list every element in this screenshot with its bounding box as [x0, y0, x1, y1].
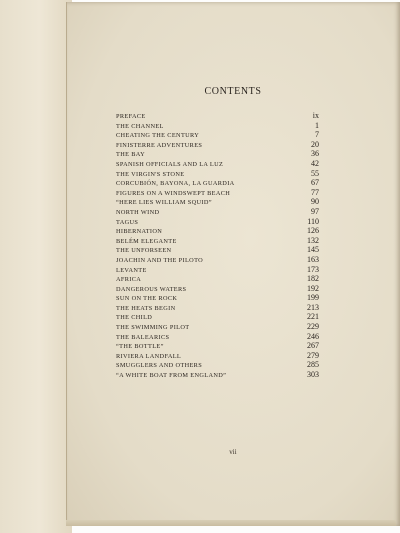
book-cover-edge: [0, 0, 72, 533]
toc-entry-page: 246: [307, 331, 319, 341]
contents-heading: CONTENTS: [204, 86, 262, 97]
toc-entry: [116, 140, 319, 150]
toc-entry-page: 77: [311, 187, 319, 197]
toc-entry-title: THE BALEARICS: [116, 333, 170, 341]
toc-entry-title: NORTH WIND: [116, 208, 160, 216]
toc-entry: [116, 341, 319, 351]
toc-entry: [116, 274, 319, 284]
toc-entry: [116, 207, 319, 217]
toc-entry-title: THE SWIMMING PILOT: [116, 324, 190, 332]
toc-entry-title: HIBERNATION: [116, 228, 163, 236]
toc-entry: [116, 197, 319, 207]
toc-entry-title: LEVANTE: [116, 266, 147, 274]
toc-entry-page: 90: [311, 197, 319, 207]
toc-entry-page: 279: [307, 350, 319, 360]
toc-entry: [116, 217, 319, 227]
toc-entry: [116, 265, 319, 275]
toc-entry-page: 182: [307, 274, 319, 284]
toc-entry: [116, 188, 319, 198]
toc-entry: [116, 149, 319, 159]
toc-entry-page: 55: [311, 168, 319, 178]
toc-entry-title: JOACHIN AND THE PILOTO: [116, 256, 204, 264]
toc-entry-title: FINISTERRE ADVENTURES: [116, 141, 203, 149]
toc-entry-page: 163: [307, 254, 319, 264]
toc-entry-page: 267: [307, 341, 319, 351]
toc-entry-page: 7: [315, 130, 319, 140]
toc-entry-page: 303: [307, 370, 319, 380]
toc-entry-title: RIVIERA LANDFALL: [116, 352, 182, 360]
toc-entry-title: SUN ON THE ROCK: [116, 295, 178, 303]
toc-entry: [116, 370, 319, 380]
toc-entry-title: “HERE LIES WILLIAM SQUID”: [116, 199, 212, 207]
toc-entry-title: DANGEROUS WATERS: [116, 285, 187, 293]
toc-entry: [116, 169, 319, 179]
toc-entry-title: CORCUBIÓN, BAYONA, LA GUARDIA: [116, 180, 235, 188]
table-of-contents: [116, 111, 319, 380]
toc-entry-title: SPANISH OFFICIALS AND LA LUZ: [116, 160, 224, 168]
toc-entry: [116, 293, 319, 303]
toc-entry: [116, 121, 319, 131]
toc-entry: [116, 322, 319, 332]
toc-entry-page: 285: [307, 360, 319, 370]
toc-entry-page: 192: [307, 283, 319, 293]
toc-entry: [116, 332, 319, 342]
toc-entry-title: THE CHANNEL: [116, 122, 164, 130]
toc-entry-title: PREFACE: [116, 113, 146, 120]
toc-entry-page: 126: [307, 226, 319, 236]
toc-entry-page: 36: [311, 149, 319, 159]
toc-entry: [116, 303, 319, 313]
toc-entry: [116, 360, 319, 370]
toc-entry-title: THE HEATS BEGIN: [116, 304, 176, 312]
toc-entry-page: 20: [311, 139, 319, 149]
toc-entry-title: BELÉM ELEGANTE: [116, 237, 177, 245]
toc-entry-page: 67: [311, 178, 319, 188]
toc-entry: [116, 236, 319, 246]
toc-entry-page: 42: [311, 158, 319, 168]
toc-entry: [116, 159, 319, 169]
toc-entry-title: SMUGGLERS AND OTHERS: [116, 362, 203, 370]
page-stack-edge: [66, 520, 396, 526]
toc-entry: [116, 130, 319, 140]
toc-entry-page: 229: [307, 322, 319, 332]
toc-entry: [116, 312, 319, 322]
toc-entry-title: “THE BOTTLE”: [116, 343, 164, 351]
toc-entry-title: THE CHILD: [116, 314, 153, 322]
toc-entry-title: TAGUS: [116, 218, 139, 226]
toc-entry-title: “A WHITE BOAT FROM ENGLAND”: [116, 372, 227, 380]
toc-entry-page: 110: [307, 216, 319, 226]
toc-entry-title: CHEATING THE CENTURY: [116, 132, 200, 140]
toc-entry-page: 221: [307, 312, 319, 322]
toc-entry: [116, 245, 319, 255]
toc-entry-page: 1: [315, 120, 319, 130]
toc-entry: [116, 284, 319, 294]
toc-entry: [116, 111, 319, 121]
toc-entry-page: 213: [307, 302, 319, 312]
toc-entry: [116, 178, 319, 188]
toc-entry-title: THE UNFORSEEN: [116, 247, 172, 255]
toc-entry: [116, 255, 319, 265]
toc-entry-page: 97: [311, 206, 319, 216]
toc-entry-page: 173: [307, 264, 319, 274]
page-folio: vii: [229, 448, 237, 456]
toc-entry-title: FIGURES ON A WINDSWEPT BEACH: [116, 189, 231, 197]
toc-entry-title: THE VIRGIN'S STONE: [116, 170, 185, 178]
toc-entry-page: 145: [307, 245, 319, 255]
toc-entry-page: ix: [312, 111, 319, 120]
toc-entry: [116, 351, 319, 361]
toc-entry-title: THE BAY: [116, 151, 145, 159]
toc-entry-page: 199: [307, 293, 319, 303]
toc-entry-title: AFRICA: [116, 276, 142, 284]
toc-entry: [116, 226, 319, 236]
toc-entry-page: 132: [307, 235, 319, 245]
